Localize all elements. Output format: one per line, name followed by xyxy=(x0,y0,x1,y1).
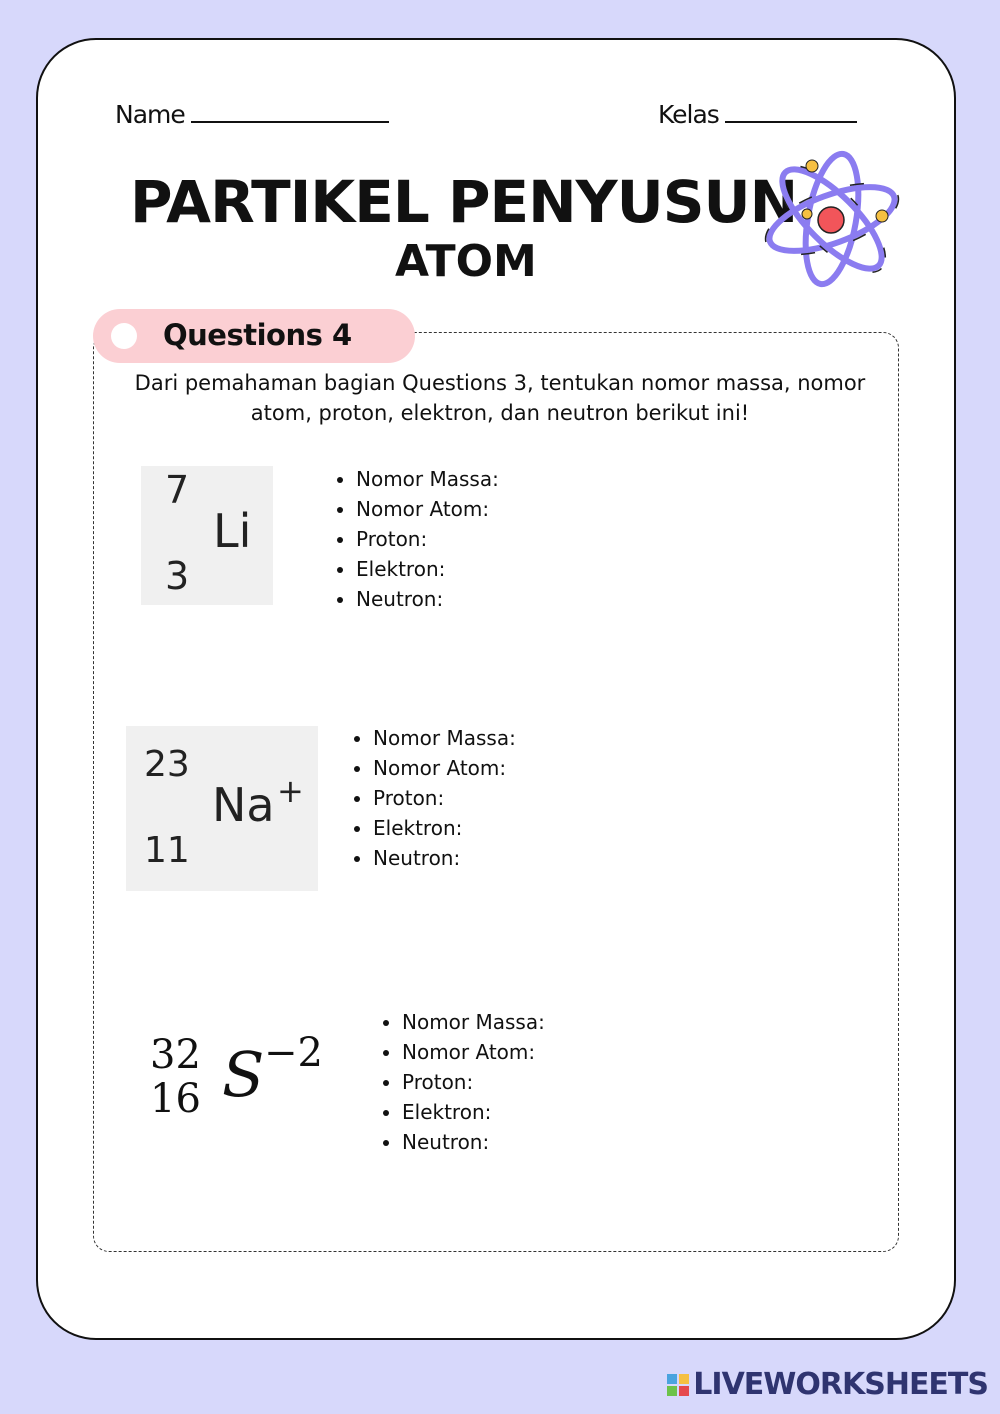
list-item: • Nomor Atom: xyxy=(356,494,499,524)
list-item: • Elektron: xyxy=(373,813,516,843)
liveworksheets-icon xyxy=(667,1374,689,1396)
name-field xyxy=(115,100,389,129)
kelas-blank[interactable] xyxy=(725,103,857,123)
atomic-number: 16 xyxy=(150,1076,201,1122)
page-subtitle: ATOM xyxy=(395,236,537,287)
element-symbol: Li xyxy=(213,504,252,558)
atomic-number: 3 xyxy=(165,554,190,598)
mass-number: 7 xyxy=(165,468,190,512)
sulfur-symbol xyxy=(148,1030,348,1140)
liveworksheets-logo[interactable] xyxy=(667,1367,988,1402)
list-item: • Proton: xyxy=(402,1067,545,1097)
question-instruction: Dari pemahaman bagian Questions 3, tentukan nomor massa, nomor atom, proton, elektron, dan neutron berikut ini! xyxy=(134,371,866,425)
mass-number: 23 xyxy=(144,744,190,785)
list-item: • Neutron: xyxy=(402,1127,545,1157)
page-title: PARTIKEL PENYUSUN xyxy=(130,168,798,236)
list-item: • Nomor Atom: xyxy=(373,753,516,783)
list-item: • Nomor Atom: xyxy=(402,1037,545,1067)
list-item: • Nomor Massa: xyxy=(356,464,499,494)
name-blank[interactable] xyxy=(191,103,389,123)
answer-list xyxy=(328,464,499,614)
answer-list xyxy=(374,1007,545,1157)
sodium-symbol xyxy=(126,726,318,891)
ion-charge: + xyxy=(277,772,304,810)
question-header xyxy=(93,309,415,363)
list-item: • Proton: xyxy=(356,524,499,554)
lithium-symbol xyxy=(141,466,273,605)
question-label: Questions 4 xyxy=(163,318,352,352)
bullet-dot xyxy=(111,323,137,349)
name-label: Name xyxy=(115,100,185,129)
list-item: • Proton: xyxy=(373,783,516,813)
element-symbol: Na xyxy=(212,778,275,832)
list-item: • Elektron: xyxy=(356,554,499,584)
kelas-field xyxy=(658,100,857,129)
element-symbol: S xyxy=(222,1038,265,1111)
answer-list xyxy=(345,723,516,873)
list-item: • Neutron: xyxy=(373,843,516,873)
list-item: • Elektron: xyxy=(402,1097,545,1127)
mass-number: 32 xyxy=(150,1032,201,1078)
list-item: • Nomor Massa: xyxy=(373,723,516,753)
atom-icon xyxy=(760,150,905,288)
kelas-label: Kelas xyxy=(658,100,719,129)
ion-charge: −2 xyxy=(264,1030,323,1076)
list-item: • Neutron: xyxy=(356,584,499,614)
brand-text: LIVEWORKSHEETS xyxy=(693,1367,988,1402)
atomic-number: 11 xyxy=(144,830,190,871)
list-item: • Nomor Massa: xyxy=(402,1007,545,1037)
